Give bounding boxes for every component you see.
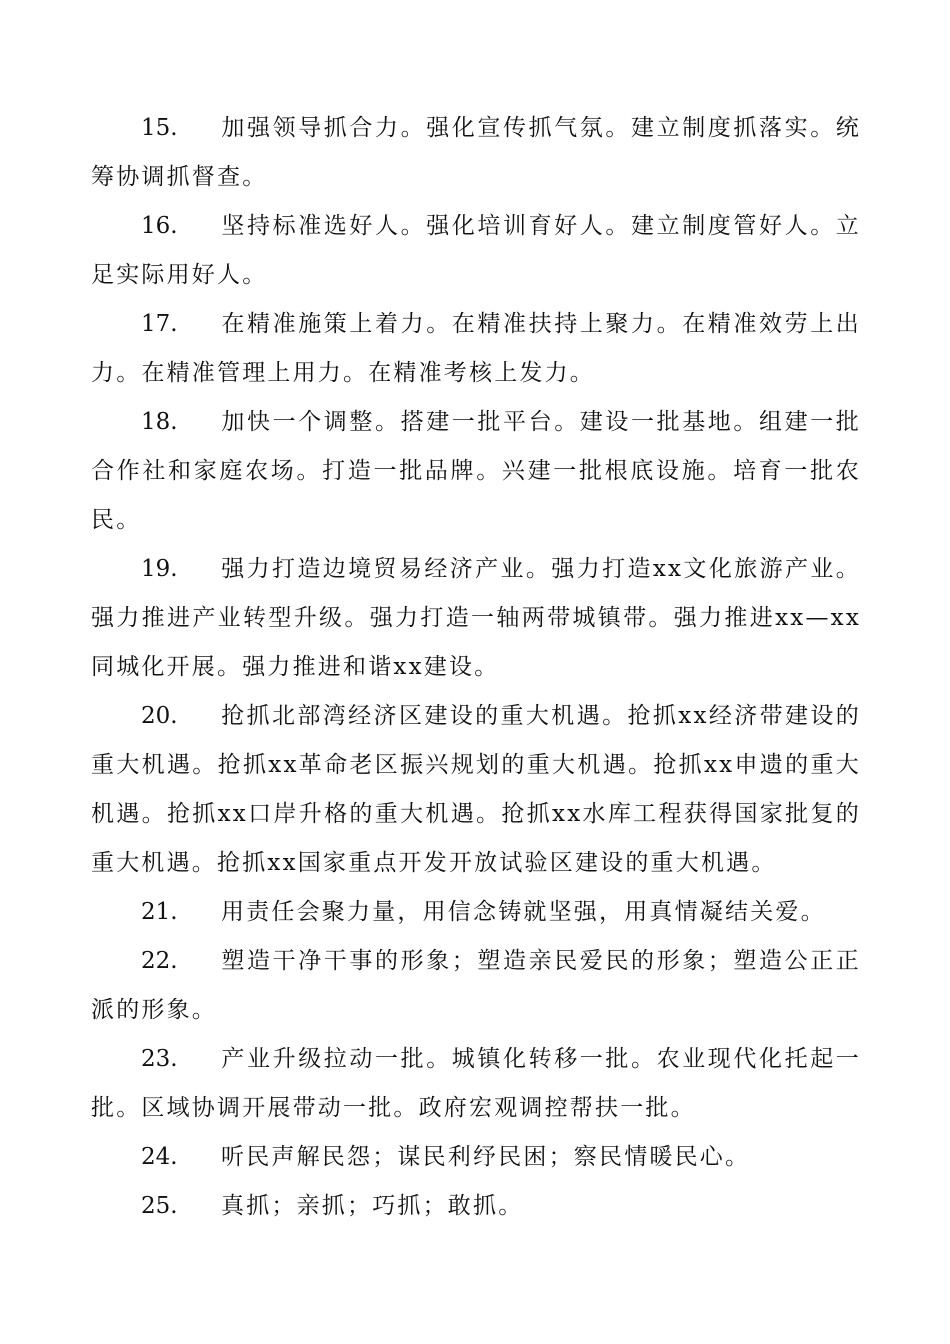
item-number: 15.: [141, 115, 178, 141]
item-text: 用责任会聚力量，用信念铸就坚强，用真情凝结关爱。: [221, 899, 826, 925]
item-text: 产业升级拉动一批。城镇化转移一批。农业现代化托起一批。区域协调开展带动一批。政府宏观调控帮扶一批。: [91, 1046, 861, 1121]
list-item-23: [91, 1035, 861, 1133]
list-item-19: [91, 545, 861, 692]
item-text: 听民声解民怨；谋民利纾民困；察民情暖民心。: [221, 1144, 751, 1170]
item-text: 塑造干净干事的形象；塑造亲民爱民的形象；塑造公正正派的形象。: [91, 948, 861, 1023]
item-number: 17.: [141, 311, 178, 337]
item-number: 16.: [141, 213, 178, 239]
list-item-22: [91, 937, 861, 1035]
list-item-18: [91, 398, 861, 545]
list-item-17: [91, 300, 861, 398]
item-number: 18.: [141, 409, 178, 435]
item-text: 抢抓北部湾经济区建设的重大机遇。抢抓xx经济带建设的重大机遇。抢抓xx革命老区振兴规划的重大机遇。抢抓xx申遗的重大机遇。抢抓xx口岸升格的重大机遇。抢抓xx水库工程获得国家批复的重大机遇。抢抓xx国家重点开发开放试验区建设的重大机遇。: [91, 703, 861, 876]
item-number: 25.: [141, 1193, 178, 1219]
item-number: 24.: [141, 1144, 178, 1170]
list-item-15: [91, 104, 861, 202]
item-text: 坚持标准选好人。强化培训育好人。建立制度管好人。立足实际用好人。: [91, 213, 861, 288]
item-text: 加强领导抓合力。强化宣传抓气氛。建立制度抓落实。统筹协调抓督查。: [91, 115, 861, 190]
item-number: 20.: [141, 703, 178, 729]
list-item-20: [91, 692, 861, 888]
item-text: 在精准施策上着力。在精准扶持上聚力。在精准效劳上出力。在精准管理上用力。在精准考核上发力。: [91, 311, 861, 386]
item-text: 加快一个调整。搭建一批平台。建设一批基地。组建一批合作社和家庭农场。打造一批品牌。兴建一批根底设施。培育一批农民。: [91, 409, 861, 533]
list-item-21: [91, 888, 861, 937]
item-text: 强力打造边境贸易经济产业。强力打造xx文化旅游产业。强力推进产业转型升级。强力打造一轴两带城镇带。强力推进xx—xx同城化开展。强力推进和谐xx建设。: [91, 556, 861, 680]
document-body: [91, 104, 861, 1231]
item-number: 19.: [141, 556, 178, 582]
item-number: 22.: [141, 948, 178, 974]
item-number: 21.: [141, 899, 178, 925]
list-item-24: [91, 1133, 861, 1182]
item-number: 23.: [141, 1046, 178, 1072]
item-text: 真抓；亲抓；巧抓；敢抓。: [221, 1193, 524, 1219]
list-item-16: [91, 202, 861, 300]
list-item-25: [91, 1182, 861, 1231]
